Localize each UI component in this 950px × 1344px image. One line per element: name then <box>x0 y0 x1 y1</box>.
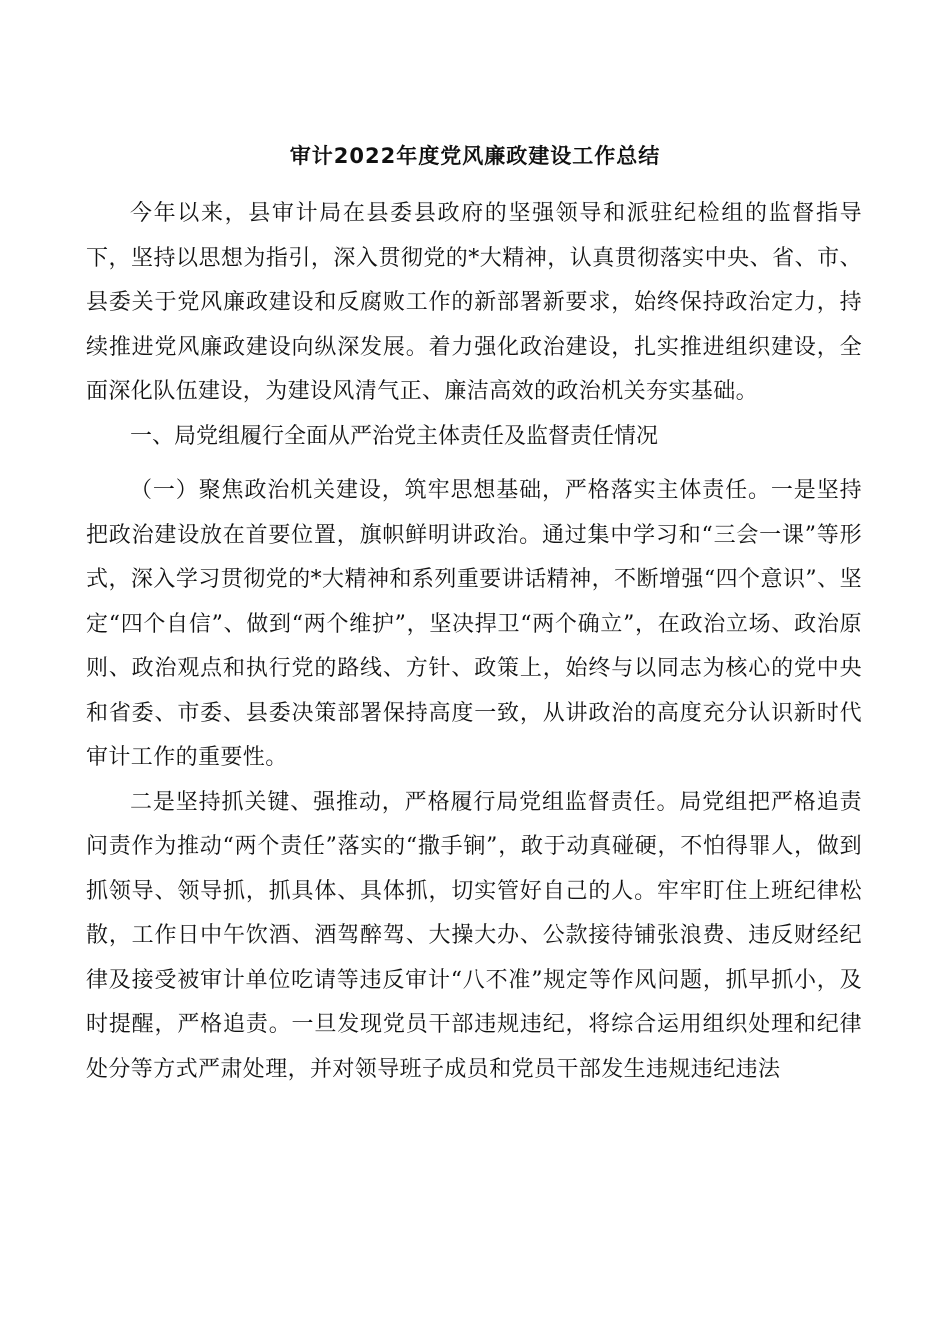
body-paragraph-2: 二是坚持抓关键、强推动，严格履行局党组监督责任。局党组把严格追责问责作为推动“两个责任”落实的“撒手锏”，敢于动真碰硬，不怕得罪人，做到抓领导、领导抓，抓具体、具体抓，切实管好自己的人。牢牢盯住上班纪律松散，工作日中午饮酒、酒驾醉驾、大操大办、公款接待铺张浪费、违反财经纪律及接受被审计单位吃请等违反审计“八不准”规定等作风问题，抓早抓小，及时提醒，严格追责。一旦发现党员干部违规违纪，将综合运用组织处理和纪律处分等方式严肃处理，并对领导班子成员和党员干部发生违规违纪违法 <box>86 789 862 1082</box>
section-heading: 一、局党组履行全面从严治党主体责任及监督责任情况 <box>130 423 659 449</box>
body-paragraph-1: （一）聚焦政治机关建设，筑牢思想基础，严格落实主体责任。一是坚持把政治建设放在首要位置，旗帜鲜明讲政治。通过集中学习和“三会一课”等形式，深入学习贯彻党的*大精神和系列重要讲话精神，不断增强“四个意识”、坚定“四个自信”、做到“两个维护”，坚决捍卫“两个确立”，在政治立场、政治原则、政治观点和执行党的路线、方针、政策上，始终与以同志为核心的党中央和省委、市委、县委决策部署保持高度一致，从讲政治的高度充分认识新时代审计工作的重要性。 <box>86 478 862 770</box>
document-title: 审计2022年度党风廉政建设工作总结 <box>289 144 661 168</box>
document-body <box>86 192 862 1092</box>
intro-paragraph: 今年以来，县审计局在县委县政府的坚强领导和派驻纪检组的监督指导下，坚持以思想为指引，深入贯彻党的*大精神，认真贯彻落实中央、省、市、县委关于党风廉政建设和反腐败工作的新部署新要求，始终保持政治定力，持续推进党风廉政建设向纵深发展。着力强化政治建设，扎实推进组织建设，全面深化队伍建设，为建设风清气正、廉洁高效的政治机关夯实基础。 <box>86 201 862 404</box>
